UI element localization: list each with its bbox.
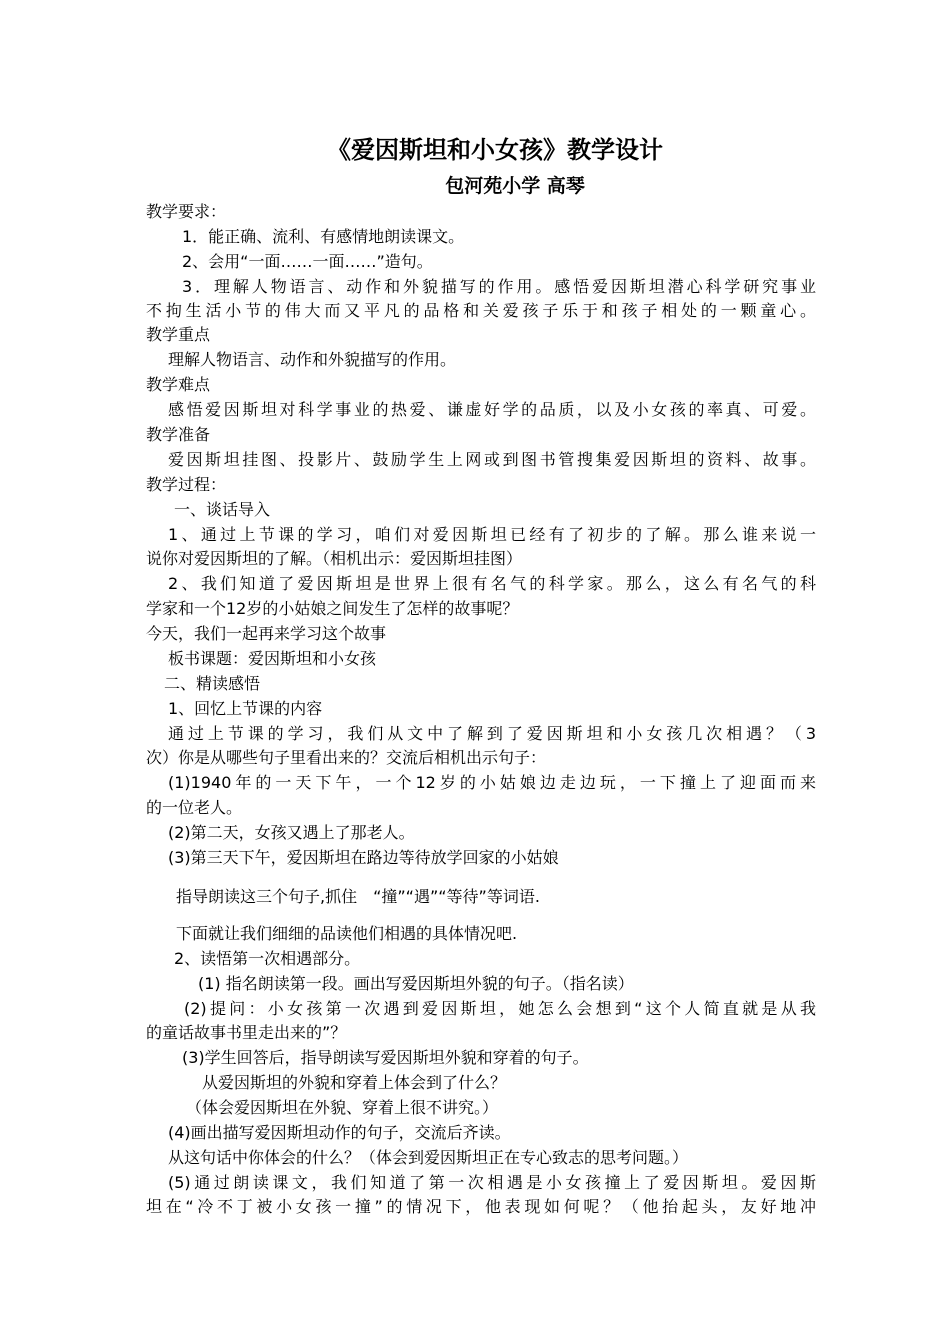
text-line: 2、读悟第一次相遇部分。 bbox=[174, 949, 361, 968]
text-line: 的童话故事书里走出来的”？ bbox=[146, 1023, 347, 1042]
text-line: 1、通过上节课的学习，咱们对爱因斯坦已经有了初步的了解。那么谁来说一 bbox=[168, 525, 816, 544]
document-title: 《爱因斯坦和小女孩》教学设计 bbox=[327, 136, 663, 164]
text-line: 教学重点 bbox=[146, 325, 211, 344]
text-line: 感悟爱因斯坦对科学事业的热爱、谦虚好学的品质，以及小女孩的率真、可爱。 bbox=[168, 400, 816, 419]
text-line: 下面就让我们细细的品读他们相遇的具体情况吧. bbox=[176, 924, 518, 943]
text-line: 教学难点 bbox=[146, 375, 211, 394]
document-author: 包河苑小学 高琴 bbox=[445, 175, 585, 197]
text-line: 从爱因斯坦的外貌和穿着上体会到了什么？ bbox=[202, 1073, 507, 1092]
text-line: (3)学生回答后，指导朗读写爱因斯坦外貌和穿着的句子。 bbox=[182, 1048, 589, 1067]
text-line: 1．能正确、流利、有感情地朗读课文。 bbox=[182, 227, 465, 246]
text-line: 次）你是从哪些句子里看出来的？交流后相机出示句子： bbox=[146, 748, 547, 767]
text-line: 二、精读感悟 bbox=[164, 674, 261, 693]
text-line: 爱因斯坦挂图、投影片、鼓励学生上网或到图书管搜集爱因斯坦的资料、故事。 bbox=[168, 450, 816, 469]
text-line: 2、我们知道了爱因斯坦是世界上很有名气的科学家。那么，这么有名气的科 bbox=[168, 574, 816, 593]
text-line: 学家和一个12岁的小姑娘之间发生了怎样的故事呢？ bbox=[146, 599, 519, 618]
text-line: 一、谈话导入 bbox=[174, 500, 271, 519]
text-line: 教学过程： bbox=[146, 475, 227, 494]
text-line: 不拘生活小节的伟大而又平凡的品格和关爱孩子乐于和孩子相处的一颗童心。 bbox=[146, 301, 816, 320]
text-line: (1)1940年的一天下午，一个12岁的小姑娘边走边玩，一下撞上了迎面而来 bbox=[168, 773, 816, 792]
text-line: 板书课题：爱因斯坦和小女孩 bbox=[168, 649, 377, 668]
text-line: 的一位老人。 bbox=[146, 798, 243, 817]
text-line: 教学准备 bbox=[146, 425, 211, 444]
text-line: 指导朗读这三个句子,抓住 “撞”“遇”“等待”等词语. bbox=[176, 887, 540, 906]
text-line: 3．理解人物语言、动作和外貌描写的作用。感悟爱因斯坦潜心科学研究事业 bbox=[182, 277, 816, 296]
text-line: 2、会用“一面……一面……”造句。 bbox=[182, 252, 433, 271]
text-line: (1) 指名朗读第一段。画出写爱因斯坦外貌的句子。（指名读） bbox=[198, 974, 634, 993]
text-line: (4)画出描写爱因斯坦动作的句子，交流后齐读。 bbox=[168, 1123, 511, 1142]
text-line: 1、回忆上节课的内容 bbox=[168, 699, 323, 718]
text-line: 今天，我们一起再来学习这个故事 bbox=[146, 624, 387, 643]
text-line: (3)第三天下午，爱因斯坦在路边等待放学回家的小姑娘 bbox=[168, 848, 559, 867]
text-line: 坦在“冷不丁被小女孩一撞”的情况下，他表现如何呢？（他抬起头，友好地冲 bbox=[146, 1197, 816, 1216]
text-line: (2)第二天，女孩又遇上了那老人。 bbox=[168, 823, 415, 842]
text-line: 通过上节课的学习，我们从文中了解到了爱因斯坦和小女孩几次相遇？（3 bbox=[168, 724, 816, 743]
text-line: 理解人物语言、动作和外貌描写的作用。 bbox=[168, 350, 457, 369]
text-line: (2)提问：小女孩第一次遇到爱因斯坦，她怎么会想到“这个人简直就是从我 bbox=[184, 999, 816, 1018]
text-line: 教学要求： bbox=[146, 202, 227, 221]
text-line: 从这句话中你体会的什么？（体会到爱因斯坦正在专心致志的思考问题。） bbox=[168, 1148, 689, 1167]
text-line: 说你对爱因斯坦的了解。（相机出示：爱因斯坦挂图） bbox=[146, 549, 523, 568]
text-line: (5)通过朗读课文，我们知道了第一次相遇是小女孩撞上了爱因斯坦。爱因斯 bbox=[168, 1173, 816, 1192]
text-line: （体会爱因斯坦在外貌、穿着上很不讲究。） bbox=[186, 1098, 499, 1117]
